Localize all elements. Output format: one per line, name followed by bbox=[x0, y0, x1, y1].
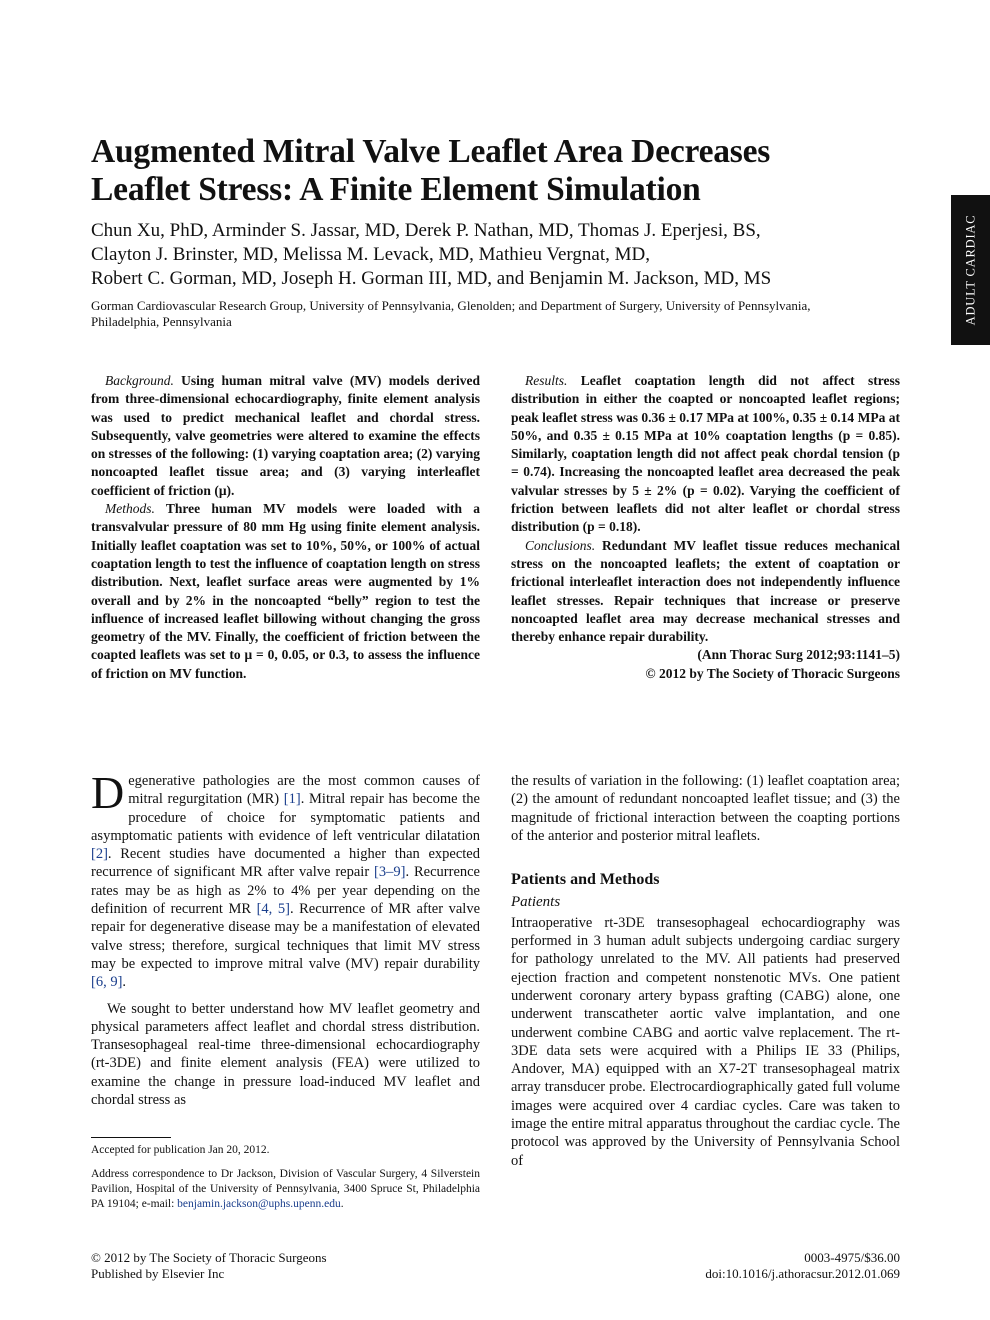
intro-text: . bbox=[122, 974, 127, 991]
intro-text: . Recurrence rates may be as high as 2% to 4% per year depending on the definition of recurrent MR bbox=[91, 864, 480, 918]
intro-paragraph-2: We sought to better understand how MV leaflet geometry and physical parameters affect leaflet and chordal stress distribution. Transesophageal real-time three-dimensional echocardiography (rt-3DE) and finite element analysis (FEA) were utilized to examine the change in pressure load-induced MV leaflet and chordal stress as bbox=[91, 1000, 480, 1109]
background-text: Using human mitral valve (MV) models derived from three-dimensional echocardiography, finite element analysis was used to predict mechanical leaflet and chordal stress. Subsequently, valve geometries were altered to examine the effects on stresses of the following: (1) varying coaptation area; (2) varying noncoapted leaflet tissue area; and (3) varying interleaflet coefficient of friction (μ). bbox=[91, 373, 480, 498]
body-right-column bbox=[511, 772, 900, 1170]
affiliation: Gorman Cardiovascular Research Group, University of Pennsylvania, Glenolden; and Department of Surgery, University of Pennsylvania, Philadelphia, Pennsylvania bbox=[91, 298, 811, 329]
conclusions-label: Conclusions. bbox=[525, 537, 596, 553]
reference-link[interactable]: [6, 9] bbox=[91, 974, 123, 991]
footnote-divider bbox=[91, 1137, 171, 1138]
footer-right bbox=[600, 1250, 900, 1282]
address-end: . bbox=[340, 1198, 344, 1210]
article-title bbox=[91, 133, 881, 209]
section-tab-label: ADULT CARDIAC bbox=[963, 214, 977, 326]
author-line-1: Chun Xu, PhD, Arminder S. Jassar, MD, Derek P. Nathan, MD, Thomas J. Eperjesi, BS, bbox=[91, 220, 761, 241]
reference-link[interactable]: [4, 5] bbox=[256, 901, 290, 918]
footer-left bbox=[91, 1250, 327, 1282]
title-line-1: Augmented Mitral Valve Leaflet Area Decreases bbox=[91, 133, 771, 170]
email-link[interactable]: benjamin.jackson@uphs.upenn.edu bbox=[177, 1198, 341, 1210]
subsection-heading: Patients bbox=[511, 894, 561, 911]
footer-copyright: © 2012 by The Society of Thoracic Surgeons bbox=[91, 1250, 327, 1265]
methods-label: Methods. bbox=[105, 501, 155, 517]
drop-cap: D bbox=[91, 767, 125, 818]
author-line-2: Clayton J. Brinster, MD, Melissa M. Levack, MD, Mathieu Vergnat, MD, bbox=[91, 244, 650, 265]
footnotes bbox=[91, 1143, 480, 1221]
section-tab bbox=[951, 195, 990, 345]
intro-paragraph-1 bbox=[91, 767, 480, 992]
abstract-background bbox=[91, 372, 480, 500]
footer-doi: doi:10.1016/j.athoracsur.2012.01.069 bbox=[705, 1266, 900, 1281]
abstract-results bbox=[511, 372, 900, 537]
methods-text: Three human MV models were loaded with a transvalvular pressure of 80 mm Hg using finite element analysis. Initially leaflet coaptation was set to 10%, 50%, or 100% of actual coaptation length to test the influence of coaptation length on stress distribution. Next, leaflet surface areas were augmented by 1% overall and by 2% in the noncoapted “belly” region to test the influence of increased leaflet billowing without changing the gross geometry of the MV. Finally, the coefficient of friction between the coapted leaflets was set to μ = 0, 0.05, or 0.3, to assess the influence of friction on MV function. bbox=[91, 501, 480, 681]
intro-text: egenerative pathologies are the most common causes of mitral regurgitation (MR) bbox=[128, 773, 480, 808]
intro-text: . Recent studies have documented a higher than expected recurrence of significant MR after valve repair bbox=[91, 846, 480, 881]
results-text: Leaflet coaptation length did not affect stress distribution in either the coapted or noncoapted leaflet regions; peak leaflet stress was 0.36 ± 0.17 MPa at 100%, 0.35 ± 0.14 MPa at 50%, and 0.35 ± 0.15 MPa at 10% coaptation lengths (p = 0.85). Similarly, coaptation length did not affect peak chordal tension (p = 0.74). Increasing the noncoapted leaflet area decreased the peak valvular stresses by 5 ± 2% (p = 0.02). Varying the coefficient of friction between leaflets did not alter leaflet or chordal stress distribution (p = 0.18). bbox=[511, 373, 900, 535]
patients-paragraph: Intraoperative rt-3DE transesophageal echocardiography was performed in 3 human adult subjects undergoing cardiac surgery for pathology unrelated to the MV. All patients had preserved ejection fraction and competent nonstenotic MVs. One patient underwent coronary artery bypass grafting (CABG) alone, one underwent transcatheter aortic valve implantation, and one underwent combine CABG and aortic valve replacement. The rt-3DE data sets were acquired with a Philips IE 33 (Philips, Andover, MA) equipped with an X7-2T transesophageal matrix array transducer probe. Electrocardiographically gated full volume images were acquired over 4 cardiac cycles. Care was taken to image the entire mitral apparatus throughout the cardiac cycle. The protocol was approved by the University of Pennsylvania School of bbox=[511, 914, 900, 1169]
address-text: Address correspondence to Dr Jackson, Division of Vascular Surgery, 4 Silverstein Pavilion, Hospital of the University of Pennsylvania, 3400 Spruce St, Philadelphia PA 19104; e-mail: bbox=[91, 1168, 480, 1210]
journal-citation: (Ann Thorac Surg 2012;93:1141–5) bbox=[697, 647, 900, 663]
abstract-copyright: © 2012 by The Society of Thoracic Surgeons bbox=[645, 665, 900, 681]
conclusions-text: Redundant MV leaflet tissue reduces mechanical stress on the noncoapted leaflets; the extent of coaptation or frictional interleaflet interaction does not independently influence leaflet stresses. Repair techniques that increase or preserve noncoapted leaflet area may decrease mechanical stresses and thereby enhance repair durability. bbox=[511, 537, 900, 645]
accepted-date: Accepted for publication Jan 20, 2012. bbox=[91, 1144, 270, 1156]
abstract-left-column bbox=[91, 372, 480, 683]
abstract-methods bbox=[91, 500, 480, 683]
intro-text: . Mitral repair has become the procedure of choice for symptomatic patients and asymptomatic patients with evidence of left ventricular dilatation bbox=[91, 791, 480, 844]
author-list bbox=[91, 219, 911, 291]
results-label: Results. bbox=[525, 373, 568, 388]
abstract-conclusions bbox=[511, 537, 900, 647]
correspondence-address bbox=[91, 1167, 480, 1212]
background-label: Background. bbox=[105, 373, 174, 388]
title-line-2: Leaflet Stress: A Finite Element Simulation bbox=[91, 171, 701, 208]
reference-link[interactable]: [1] bbox=[283, 791, 301, 808]
footer-issn: 0003-4975/$36.00 bbox=[804, 1250, 900, 1265]
section-heading: Patients and Methods bbox=[511, 871, 660, 889]
reference-link[interactable]: [2] bbox=[91, 846, 108, 863]
intro-paragraph-2-continued: the results of variation in the following: (1) leaflet coaptation area; (2) the amount of redundant noncoapted leaflet tissue; and (3) the magnitude of frictional interaction between the coapting portions of the anterior and posterior mitral leaflets. bbox=[511, 773, 900, 844]
footer-publisher: Published by Elsevier Inc bbox=[91, 1266, 225, 1281]
reference-link[interactable]: [3–9] bbox=[374, 864, 406, 881]
abstract-right-column bbox=[511, 372, 900, 683]
intro-text: . Recurrence of MR after valve repair for degenerative disease may be a manifestation of elevated valve stress; therefore, surgical techniques that limit MV stress may be expected to improve mitral valve (MV) repair durability bbox=[91, 901, 480, 972]
author-line-3: Robert C. Gorman, MD, Joseph H. Gorman III, MD, and Benjamin M. Jackson, MD, MS bbox=[91, 268, 772, 289]
body-left-column bbox=[91, 767, 480, 1109]
